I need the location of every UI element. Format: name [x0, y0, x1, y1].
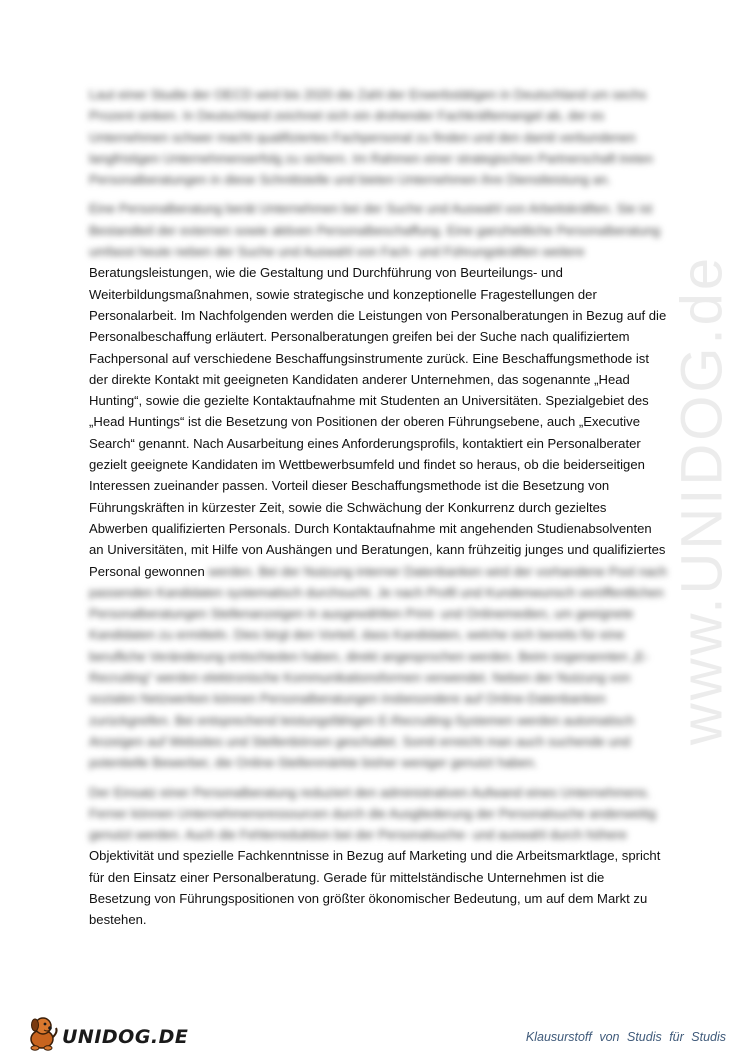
blurred-text: Eine Personalberatung berät Unternehmen bei der Suche und Auswahl von Arbeitskräften. Sie ist Bestandteil der externen sowie aktiven Personalbeschaffung. Eine ganzheitliche Personalberatung umfasst heute neben der Suche und Auswahl von Fach- und Führungskräften weitere — [89, 201, 661, 260]
paragraph-1 — [89, 84, 667, 190]
blurred-text: werden. Bei der Nutzung interner Datenbanken wird der vorhandene Pool nach passenden Kandidaten systematisch durchsucht. Je nach Profil und Kundenwunsch veröffentlichen Personalberatungen Stellenanzeigen in ausgewählten Print- und Onlinemedien, um geeignete Kandidaten zu ermitteln. Dies birgt den Vorteil, dass Kandidaten, welche sich bereits für eine berufliche Veränderung entschieden haben, direkt angesprochen werden. Beim sogenannten „E-Recruiting“ werden elektronische Kommunikationsformen verwendet. Neben der Nutzung von sozialen Netzwerken können Personalberatungen insbesondere auf Online-Datenbanken zurückgreifen. Bei entsprechend leistungsfähigen E-Recruiting-Systemen werden automatisch Anzeigen auf Websites und Stellenbörsen geschaltet. Somit erreicht man auch suchende und potentielle Bewerber, die Online-Stellenmärkte bisher weniger genutzt haben. — [89, 563, 667, 771]
dog-mascot-icon — [24, 1012, 60, 1052]
blurred-text: Laut einer Studie der OECD wird bis 2020 die Zahl der Erwerbstätigen in Deutschland um sechs Prozent sinken. In Deutschland zeichnet sich ein drohender Fachkräftemangel ab, der es Unternehmen schwer macht qualifiziertes Fachpersonal zu finden und den damit verbundenen langfristigen Unternehmenserfolg zu sichern. Im Rahmen einer strategischen Partnerschaft treten Personalberatungen in diese Schnittstelle und bieten Unternehmen ihre Dienstleistung an. — [89, 87, 654, 188]
paragraph-2 — [89, 198, 667, 773]
unidog-logo[interactable] — [24, 1010, 188, 1052]
document-body — [89, 84, 667, 939]
footer-tagline: Klausurstoff von Studis für Studis — [525, 1030, 726, 1044]
blurred-text: Der Einsatz einer Personalberatung reduziert den administrativen Aufwand eines Unternehmens. Ferner können Unternehmensressourcen durch die Ausgliederung der Personalsuche anderweitig genutzt werden. Auch die Fehlerreduktion bei der Personalsuche- und auswahl durch höhere — [89, 784, 657, 843]
logo-text: UNIDOG.DE — [62, 1026, 189, 1048]
watermark: www.UNIDOG.de — [669, 254, 735, 746]
visible-text: Beratungsleistungen, wie die Gestaltung und Durchführung von Beurteilungs- und Weiterbildungsmaßnahmen, sowie strategische und konzeptionelle Fragestellungen der Personalarbeit. Im Nachfolgenden werden die Leistungen von Personalberatungen in Bezug auf die Personalbeschaffung erläutert. Personalberatungen greifen bei der Suche nach qualifiziertem Fachpersonal auf verschiedene Beschaffungsinstrumente zurück. Eine Beschaffungsmethode ist der direkte Kontakt mit geeigneten Kandidaten anderer Unternehmen, das sogenannte „Head Hunting“, sowie die gezielte Kontaktaufnahme mit Studenten an Universitäten. Spezialgebiet des „Head Huntings“ ist die Besetzung von Positionen der oberen Führungsebene, auch „Executive Search“ genannt. Nach Ausarbeitung eines Anforderungsprofils, kontaktiert ein Personalberater gezielt geeignete Kandidaten im Wettbewerbsumfeld und findet so heraus, ob die beiderseitigen Interessen zueinander passen. Vorteil dieser Beschaffungsmethode ist die Besetzung von Führungskräften in kürzester Zeit, sowie die Schwächung der Konkurrenz durch gezieltes Abwerben qualifizierten Personals. Durch Kontaktaufnahme mit angehenden Studienabsolventen an Universitäten, mit Hilfe von Aushängen und Beratungen, kann frühzeitig junges und qualifiziertes Personal gewonnen — [89, 265, 667, 579]
visible-text: Objektivität und spezielle Fachkenntnisse in Bezug auf Marketing und die Arbeitsmarktlage, spricht für den Einsatz einer Personalberatung. Gerade für mittelständische Unternehmen ist die Besetzung von Führungspositionen von größter ökonomischer Bedeutung, um auf dem Markt zu bestehen. — [89, 848, 661, 928]
paragraph-3 — [89, 782, 667, 931]
